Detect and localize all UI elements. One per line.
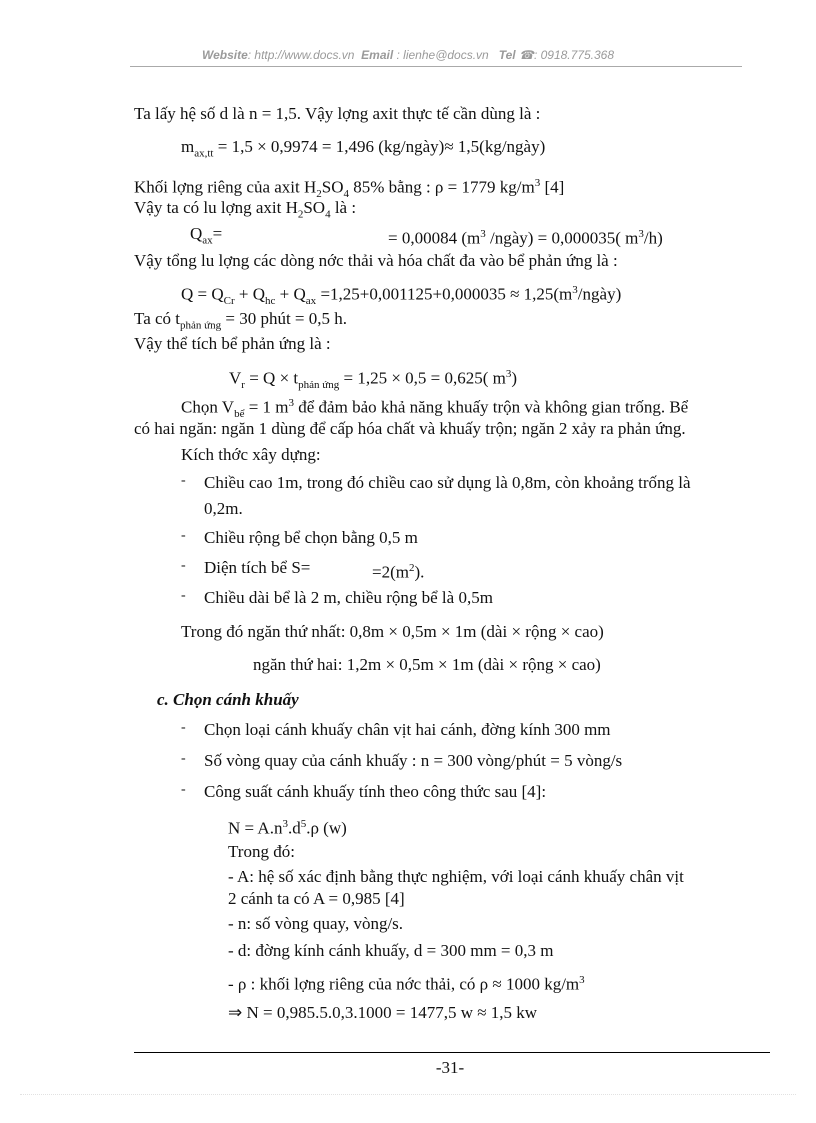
- text-line: - ρ : khối lợng riêng của nớc thải, có ρ ≈ 1000 $kg/m^3$: [228, 974, 585, 994]
- text-line: Khối lợng riêng của axit $H_2SO_4$ 85% bằng : ρ = 1779 $kg/m^3$ [4]: [134, 177, 565, 201]
- formula-line: $Q = Q_{Cr} + Q_{hc} + Q_{ax} =1,25+0,001125+0,000035$ ≈ $1,25(m^3/ngày)$: [181, 284, 622, 308]
- bullet: -: [181, 588, 186, 603]
- list-item: Diện tích bể S=: [204, 558, 311, 577]
- bullet: -: [181, 473, 186, 488]
- tel-label: Tel: [498, 48, 516, 62]
- text-line: Trong đó:: [228, 842, 295, 861]
- formula-line: $V_r = Q \times t_{phản ứng} = 1,25 \times 0,5 = 0,625$( $m^3$): [229, 368, 518, 392]
- section-heading: c. Chọn cánh khuấy: [157, 690, 299, 709]
- bullet: -: [181, 558, 186, 573]
- formula-line: ⇒ N = 0,985.5.0,3.1000 = 1477,5 w ≈ 1,5 kw: [228, 1003, 538, 1022]
- formula-line: = 0,00084 ($m^3$ /ngày) = 0,000035( $m^3/h$): [388, 228, 663, 248]
- text-line: - d: đờng kính cánh khuấy, d = 300 mm = 0,3 m: [228, 941, 554, 960]
- formula-line: $Q_{ax}=$: [190, 224, 223, 247]
- tel-number: ☎: 0918.775.368: [519, 48, 615, 62]
- text-line: Ta có $t_{phản ứng} = 30$ phút = 0,5 h.: [134, 309, 348, 332]
- text-line: ngăn thứ hai: 1,2m × 0,5m × 1m (dài × rộng × cao): [253, 655, 601, 674]
- list-item: 0,2m.: [204, 499, 243, 518]
- list-item: Số vòng quay của cánh khuấy : n = 300 vòng/phút = 5 vòng/s: [204, 751, 623, 770]
- text-line: Vậy ta có lu lợng axit $H_2SO_4$ là :: [134, 198, 357, 221]
- text-line: Chọn $V_{bể} = 1$ $m^3$ để đảm bảo khả năng khuấy trộn và không gian trống. Bể: [181, 397, 689, 421]
- text-line: Vậy thể tích bể phản ứng là :: [134, 334, 331, 353]
- bullet: -: [181, 782, 186, 797]
- page-edge-dotted-line: [20, 1094, 796, 1095]
- header-divider: [130, 66, 742, 67]
- page-number: -31-: [435, 1058, 465, 1077]
- bullet: -: [181, 720, 186, 735]
- text-line: Trong đó ngăn thứ nhất: 0,8m × 0,5m × 1m (dài × rộng × cao): [181, 622, 604, 641]
- text-line: - n: số vòng quay, vòng/s.: [228, 914, 404, 933]
- formula-line: $m_{ax,tt} = 1,5 \times 0,9974 = 1,496$ (kg/ngày)≈ 1,5(kg/ngày): [181, 137, 546, 160]
- list-item: Chọn loại cánh khuấy chân vịt hai cánh, đờng kính 300 mm: [204, 720, 611, 739]
- text-line: Ta lấy hệ số d là n = 1,5. Vậy lợng axit thực tế cần dùng là :: [134, 104, 541, 123]
- email-label: Email: [361, 48, 394, 62]
- text-line: - A: hệ số xác định bằng thực nghiệm, với loại cánh khuấy chân vịt: [228, 867, 684, 886]
- website-url[interactable]: : http://www.docs.vn: [247, 48, 355, 62]
- text-line: Vậy tổng lu lợng các dòng nớc thải và hóa chất đa vào bể phản ứng là :: [134, 251, 618, 270]
- list-item: Chiều cao 1m, trong đó chiều cao sử dụng là 0,8m, còn khoảng trống là: [204, 473, 691, 492]
- website-label: Website: [201, 48, 248, 62]
- list-item: $=2(m^2)$.: [372, 562, 425, 582]
- email-address[interactable]: : lienhe@docs.vn: [396, 48, 489, 62]
- footer-divider: [134, 1052, 770, 1053]
- bullet: -: [181, 751, 186, 766]
- bullet: -: [181, 528, 186, 543]
- text-line: có hai ngăn: ngăn 1 dùng để cấp hóa chất và khuấy trộn; ngăn 2 xảy ra phản ứng.: [134, 419, 686, 438]
- page-header: [0, 48, 816, 62]
- text-line: Kích thớc xây dựng:: [181, 445, 321, 464]
- text-line: 2 cánh ta có A = 0,985 [4]: [228, 889, 405, 908]
- list-item: Chiều rộng bể chọn bằng 0,5 m: [204, 528, 418, 547]
- formula-line: $N = A.n^3.d^5.\rho$ (w): [228, 818, 347, 838]
- list-item: Chiều dài bể là 2 m, chiều rộng bể là 0,5m: [204, 588, 493, 607]
- list-item: Công suất cánh khuấy tính theo công thức sau [4]:: [204, 782, 547, 801]
